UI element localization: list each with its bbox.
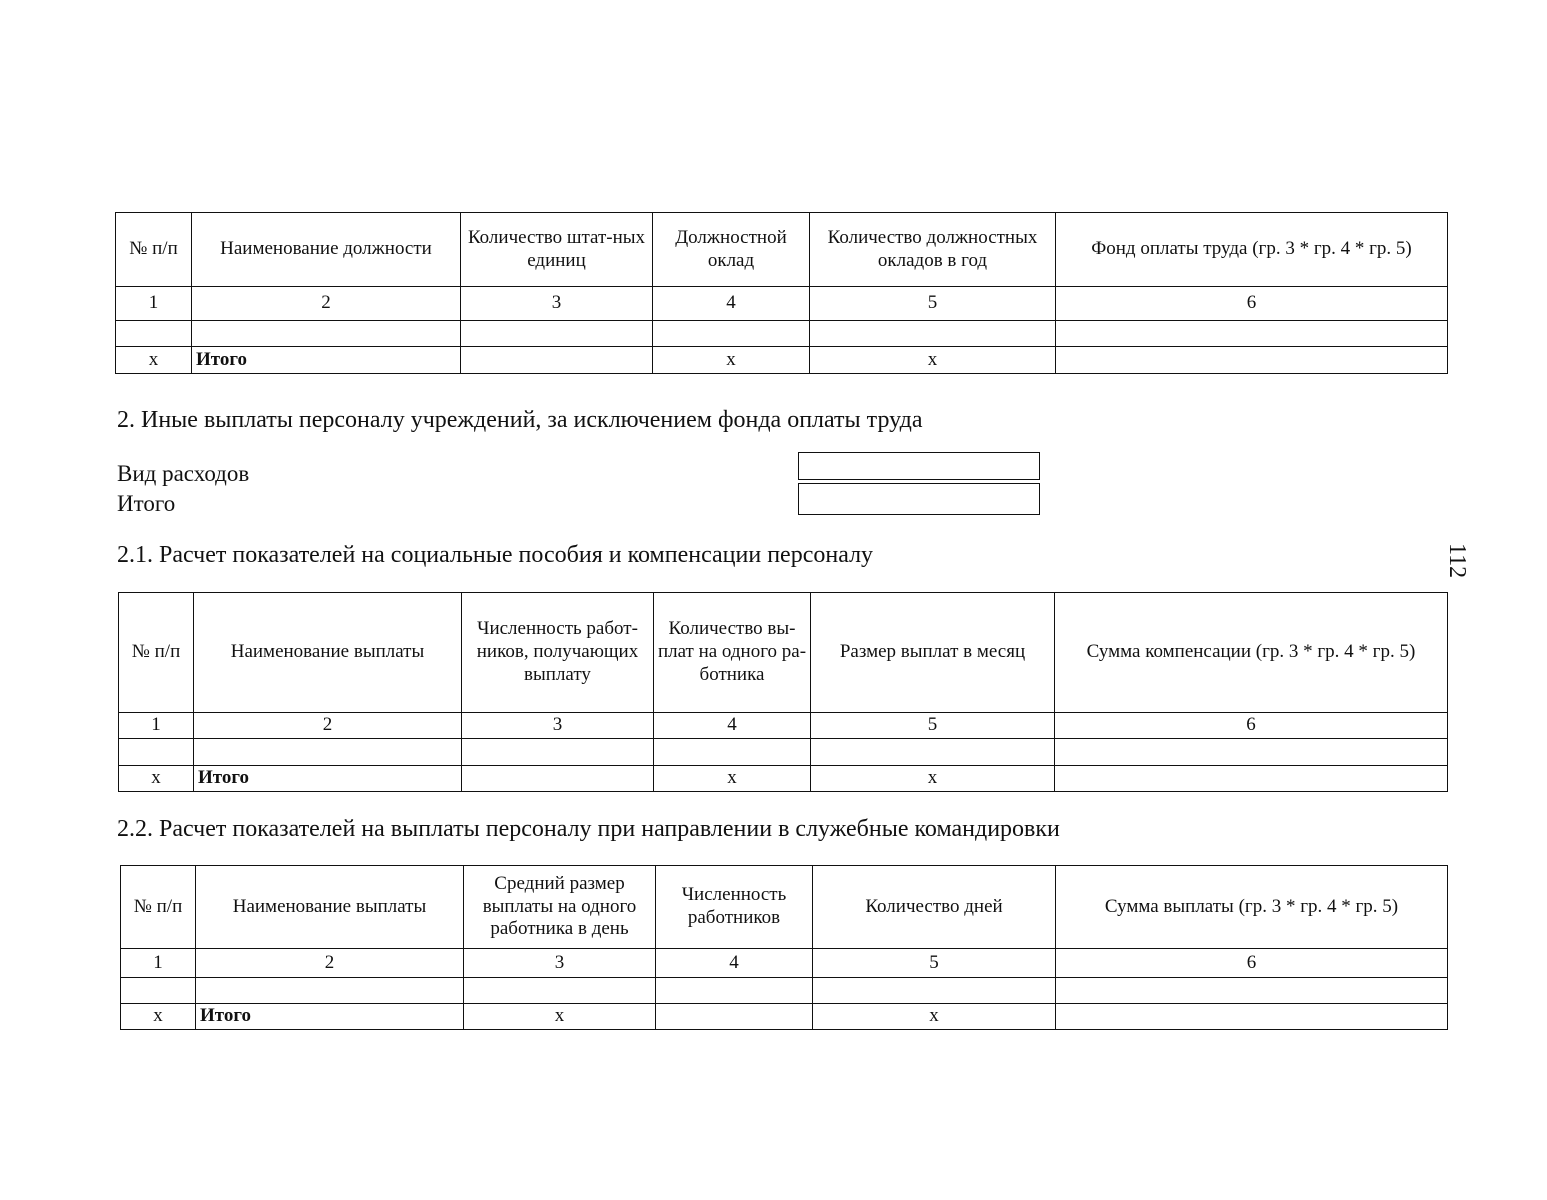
header-cell: Количество должностных окладов в год: [810, 213, 1056, 287]
total-label-cell: Итого: [192, 347, 461, 374]
column-number-row: [119, 713, 1448, 739]
total-cell: x: [813, 1004, 1056, 1030]
column-number-cell: 3: [464, 949, 656, 978]
section-2-heading: 2. Иные выплаты персоналу учреждений, за исключением фонда оплаты труда: [117, 407, 923, 433]
total-cell: x: [811, 766, 1055, 792]
column-number-row: [121, 949, 1448, 978]
column-number-cell: 1: [121, 949, 196, 978]
business-trip-table: [120, 865, 1448, 1030]
column-number-cell: 5: [810, 287, 1056, 321]
total-label-cell: Итого: [196, 1004, 464, 1030]
table-header-row: [119, 593, 1448, 713]
total-row: [121, 1004, 1448, 1030]
header-cell: Количество дней: [813, 866, 1056, 949]
header-cell: Наименование выплаты: [194, 593, 462, 713]
column-number-cell: 5: [811, 713, 1055, 739]
total-cell: x: [464, 1004, 656, 1030]
table-cell: [1056, 321, 1448, 347]
header-cell: Наименование выплаты: [196, 866, 464, 949]
table-row: [121, 978, 1448, 1004]
total-cell: x: [654, 766, 811, 792]
header-cell: Размер выплат в месяц: [811, 593, 1055, 713]
total-cell: x: [119, 766, 194, 792]
table-cell: [116, 321, 192, 347]
header-cell: № п/п: [119, 593, 194, 713]
total-cell: x: [810, 347, 1056, 374]
total-cell: [1056, 1004, 1448, 1030]
header-cell: Средний размер выплаты на одного работника в день: [464, 866, 656, 949]
header-cell: Количество штат-ных единиц: [461, 213, 653, 287]
total-cell: x: [116, 347, 192, 374]
column-number-cell: 4: [656, 949, 813, 978]
table-cell: [811, 739, 1055, 766]
table-cell: [462, 739, 654, 766]
column-number-cell: 6: [1055, 713, 1448, 739]
table-cell: [810, 321, 1056, 347]
table-cell: [1055, 739, 1448, 766]
table-cell: [464, 978, 656, 1004]
payroll-fund-table: [115, 212, 1448, 374]
column-number-cell: 1: [119, 713, 194, 739]
column-number-cell: 2: [194, 713, 462, 739]
expense-type-field: [798, 452, 1040, 480]
table-header-row: [116, 213, 1448, 287]
header-cell: Численность работ-ников, получающих выплату: [462, 593, 654, 713]
column-number-cell: 3: [461, 287, 653, 321]
header-cell: Фонд оплаты труда (гр. 3 * гр. 4 * гр. 5): [1056, 213, 1448, 287]
table-cell: [121, 978, 196, 1004]
table-cell: [194, 739, 462, 766]
total-cell: x: [121, 1004, 196, 1030]
table-header-row: [121, 866, 1448, 949]
total-cell: [462, 766, 654, 792]
column-number-cell: 4: [654, 713, 811, 739]
column-number-cell: 2: [196, 949, 464, 978]
column-number-row: [116, 287, 1448, 321]
table-cell: [196, 978, 464, 1004]
total-label: Итого: [117, 491, 176, 516]
total-row: [116, 347, 1448, 374]
expense-type-label: Вид расходов: [117, 461, 250, 486]
column-number-cell: 6: [1056, 949, 1448, 978]
table-cell: [461, 321, 653, 347]
section-2-1-heading: 2.1. Расчет показателей на социальные пособия и компенсации персоналу: [117, 542, 874, 568]
header-cell: Численность работников: [656, 866, 813, 949]
total-cell: [461, 347, 653, 374]
total-cell: [656, 1004, 813, 1030]
total-field: [798, 483, 1040, 515]
table-row: [116, 321, 1448, 347]
total-cell: [1055, 766, 1448, 792]
total-row: [119, 766, 1448, 792]
header-cell: Сумма компенсации (гр. 3 * гр. 4 * гр. 5): [1055, 593, 1448, 713]
table-cell: [1056, 978, 1448, 1004]
total-cell: [1056, 347, 1448, 374]
page-number: 112: [1444, 543, 1470, 579]
column-number-cell: 6: [1056, 287, 1448, 321]
header-cell: № п/п: [116, 213, 192, 287]
header-cell: Должностной оклад: [653, 213, 810, 287]
header-cell: № п/п: [121, 866, 196, 949]
column-number-cell: 4: [653, 287, 810, 321]
table-cell: [654, 739, 811, 766]
social-benefits-table: [118, 592, 1448, 792]
header-cell: Сумма выплаты (гр. 3 * гр. 4 * гр. 5): [1056, 866, 1448, 949]
table-row: [119, 739, 1448, 766]
table-cell: [119, 739, 194, 766]
column-number-cell: 5: [813, 949, 1056, 978]
header-cell: Количество вы-плат на одного ра-ботника: [654, 593, 811, 713]
column-number-cell: 3: [462, 713, 654, 739]
table-cell: [656, 978, 813, 1004]
header-cell: Наименование должности: [192, 213, 461, 287]
table-cell: [813, 978, 1056, 1004]
section-2-2-heading: 2.2. Расчет показателей на выплаты персоналу при направлении в служебные командировки: [117, 816, 1060, 842]
total-cell: x: [653, 347, 810, 374]
column-number-cell: 2: [192, 287, 461, 321]
total-label-cell: Итого: [194, 766, 462, 792]
table-cell: [192, 321, 461, 347]
column-number-cell: 1: [116, 287, 192, 321]
table-cell: [653, 321, 810, 347]
